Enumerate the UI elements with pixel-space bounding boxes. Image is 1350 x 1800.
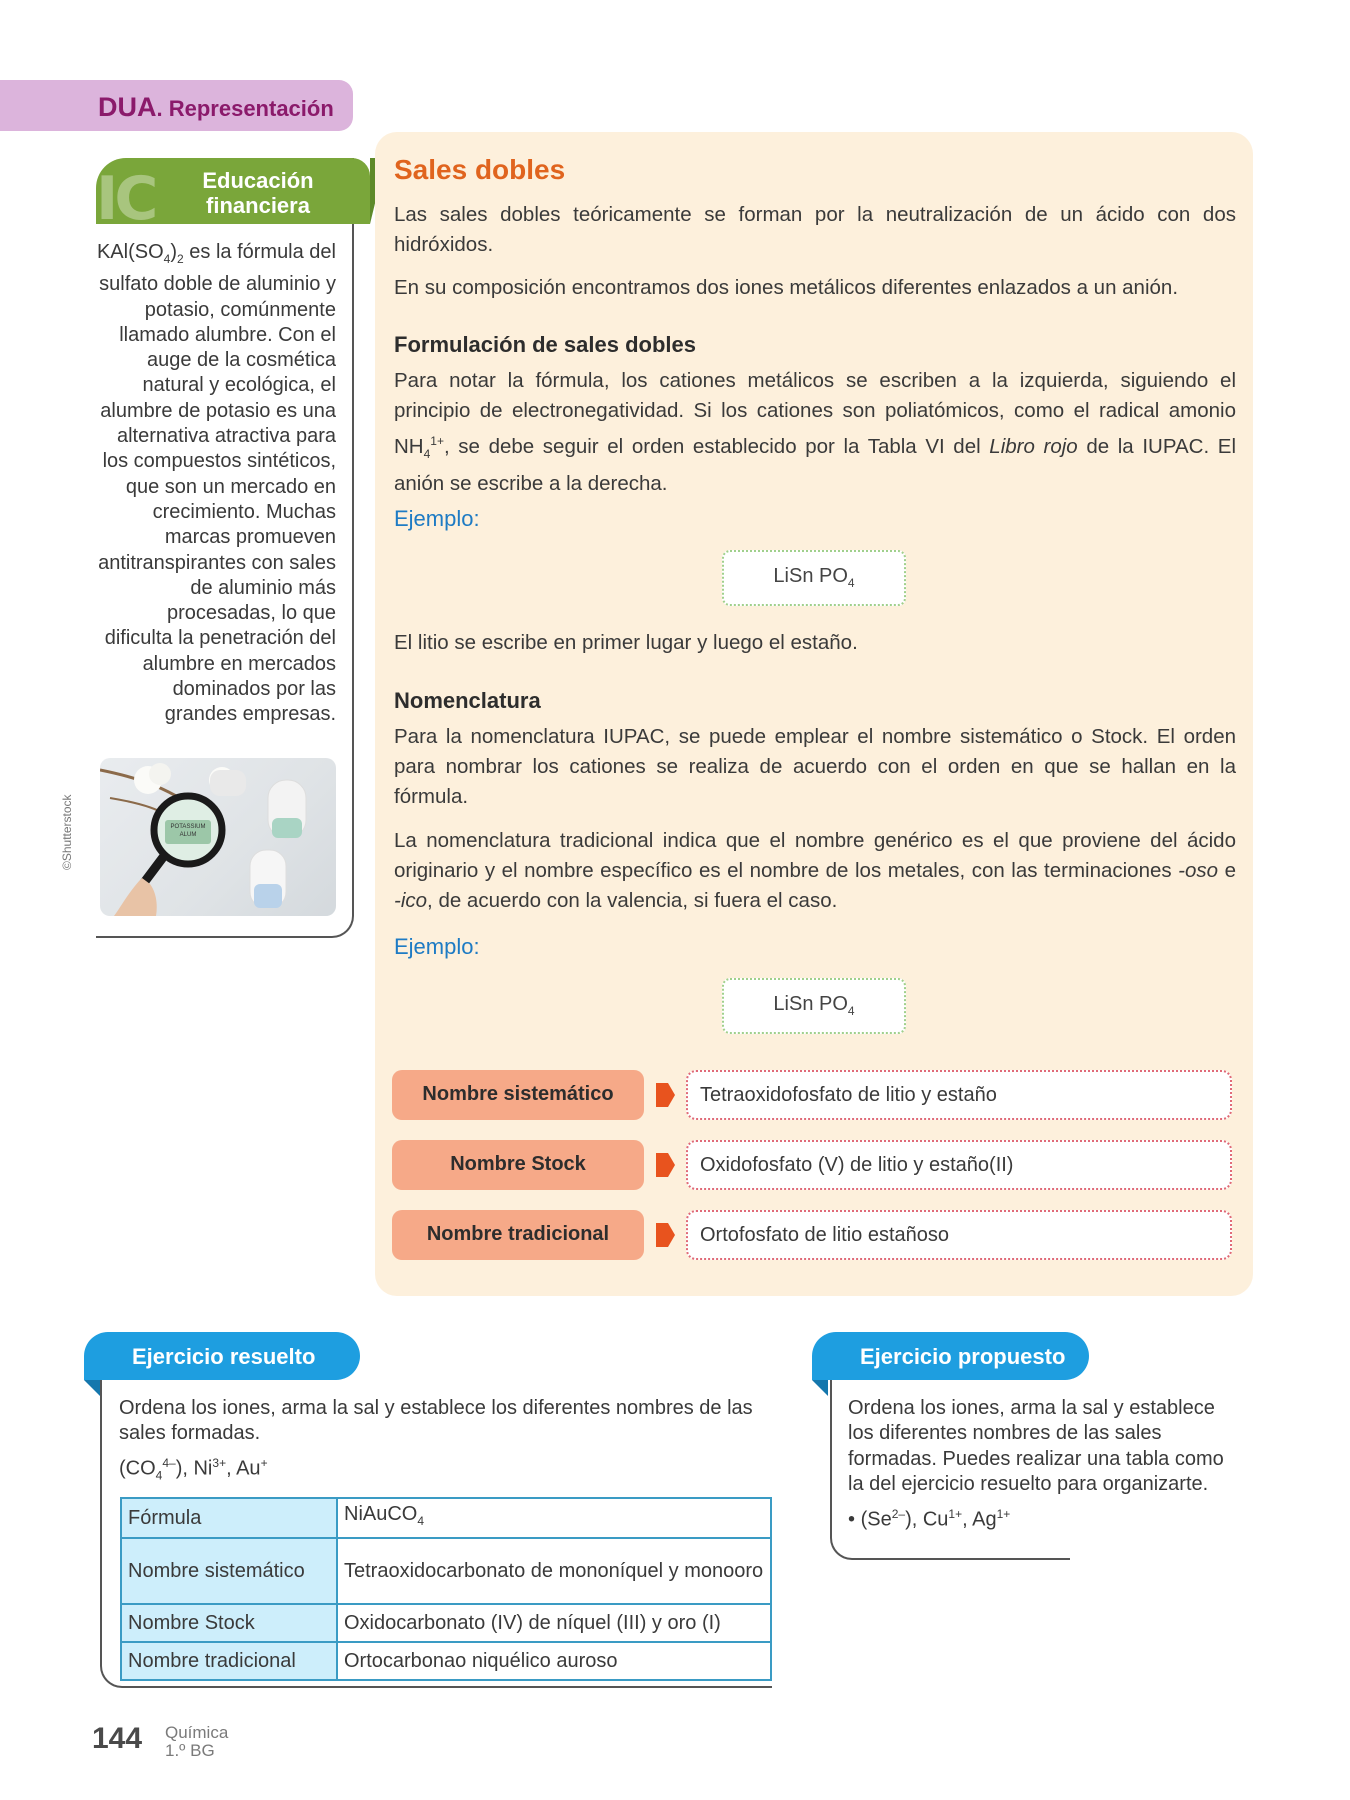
- photo-illustration: [100, 758, 336, 916]
- formula-sub-2: 4: [847, 1004, 855, 1018]
- dua-sublabel: . Representación: [156, 96, 334, 121]
- ico-italic: -ico: [394, 889, 428, 912]
- formulation-paragraph: [394, 366, 1236, 499]
- table-row: [121, 1642, 771, 1680]
- formula-sub2: 2: [177, 252, 184, 266]
- name-value-tradicional: Ortofosfato de litio estañoso: [686, 1210, 1232, 1260]
- formulation-text-c: de la IUPAC. El anión se escribe a la derecha.: [394, 434, 1237, 495]
- ions-sub: 4: [155, 1468, 163, 1483]
- card-body-text: [96, 240, 336, 728]
- nh4-sub: 4: [423, 446, 431, 461]
- ions-text-b: ), Ni: [175, 1457, 213, 1480]
- nomenclature-paragraph: Para la nomenclatura IUPAC, se puede emplear el nombre sistemático o Stock. El orden para nombrar los cationes se realiza de acuerdo con el orden en que se hallan en la fórmula.: [394, 725, 1236, 808]
- formula-paren: ): [170, 241, 178, 263]
- ions-sup2: 1+: [948, 1507, 963, 1521]
- oso-italic: -oso: [1178, 859, 1219, 882]
- example-label: Ejemplo:: [394, 506, 480, 531]
- ions-sup3: +: [260, 1456, 268, 1470]
- ions-text-a: (Se: [860, 1508, 892, 1531]
- name-label-tradicional: Nombre tradicional: [392, 1210, 644, 1260]
- ions-text-b: ), Cu: [905, 1508, 949, 1531]
- table-key: Nombre tradicional: [121, 1642, 337, 1680]
- formula-sub: 4: [163, 252, 171, 266]
- dua-label: DUA: [98, 92, 157, 122]
- resuelto-tab: Ejercicio resuelto: [84, 1332, 360, 1380]
- table-value: [337, 1498, 771, 1538]
- magnifier-photo: [100, 758, 336, 916]
- formulation-heading: Formulación de sales dobles: [394, 332, 696, 357]
- traditional-text-b: , de acuerdo con la valencia, si fuera el caso.: [427, 889, 838, 912]
- table-key: Nombre Stock: [121, 1604, 337, 1642]
- propuesto-ions: [848, 1502, 1243, 1533]
- dua-header: [0, 80, 353, 131]
- example-formula-box-2: [722, 978, 906, 1034]
- propuesto-tab-notch: [812, 1380, 828, 1396]
- example-formula-box: [722, 550, 906, 606]
- table-row: [121, 1538, 771, 1604]
- traditional-text-a: La nomenclatura tradicional indica que el nombre genérico es el que proviene del ácido originario y el nombre específico es el nombre de los metales, con las terminaciones: [394, 829, 1236, 882]
- bullet-icon: •: [848, 1508, 856, 1531]
- arrow-right-icon: [654, 1081, 676, 1109]
- ions-text-c: , Au: [226, 1457, 261, 1480]
- table-value: Ortocarbonao niquélico auroso: [337, 1642, 771, 1680]
- litio-paragraph: El litio se escribe en primer lugar y luego el estaño.: [394, 631, 858, 654]
- card-title-line2: financiera: [206, 193, 310, 218]
- ions-sup2: 3+: [212, 1456, 227, 1470]
- formula-value-sub: 4: [417, 1514, 425, 1528]
- photo-credit: ©Shutterstock: [60, 794, 74, 870]
- formula-text: KAl(SO: [96, 241, 164, 263]
- ions-text-a: (CO: [119, 1457, 156, 1480]
- name-row-tradicional: [392, 1210, 1252, 1260]
- intro-paragraph: Las sales dobles teóricamente se forman por la neutralización de un ácido con dos hidróxidos.: [394, 203, 1236, 256]
- resuelto-ions: [119, 1451, 769, 1489]
- education-finance-card: [96, 158, 354, 938]
- formulation-text-b: , se debe seguir el orden establecido por la Tabla VI del: [443, 434, 990, 458]
- example-label-2: Ejemplo:: [394, 934, 480, 959]
- resuelto-instruction: Ordena los iones, arma la sal y establece los diferentes nombres de las sales formadas.: [119, 1397, 753, 1445]
- table-value: Oxidocarbonato (IV) de níquel (III) y oro (I): [337, 1604, 771, 1642]
- card-title-line1: Educación: [202, 168, 314, 193]
- subject-name: Química: [165, 1723, 229, 1742]
- grade-name: 1.º BG: [165, 1741, 215, 1760]
- traditional-paragraph: [394, 826, 1236, 916]
- ions-sup1: 4–: [162, 1456, 176, 1470]
- photo-label-2: ALUM: [179, 832, 197, 838]
- name-value-stock: Oxidofosfato (V) de litio y estaño(II): [686, 1140, 1232, 1190]
- sales-dobles-panel: [375, 132, 1253, 1296]
- traditional-text-e: e: [1218, 859, 1236, 882]
- name-row-stock: [392, 1140, 1252, 1190]
- name-label-sistematico: Nombre sistemático: [392, 1070, 644, 1120]
- name-row-sistematico: [392, 1070, 1252, 1120]
- card-title: [158, 168, 358, 218]
- formulation-text-a: Para notar la fórmula, los cationes metálicos se escriben a la izquierda, siguiendo el principio de electronegatividad. Si los cationes son poliatómicos, como el radical amonio NH: [394, 369, 1236, 458]
- propuesto-tab: Ejercicio propuesto: [812, 1332, 1089, 1380]
- arrow-right-icon: [654, 1221, 676, 1249]
- nh4-sup: 1+: [430, 434, 444, 448]
- table-row: [121, 1604, 771, 1642]
- arrow-right-icon: [654, 1151, 676, 1179]
- propuesto-instruction: Ordena los iones, arma la sal y establece los diferentes nombres de las sales formadas. Puedes realizar una tabla como la del ejercicio resuelto para organizarte.: [848, 1397, 1224, 1495]
- resuelto-table: [120, 1497, 772, 1681]
- libro-rojo-italic: Libro rojo: [989, 434, 1078, 458]
- formula-main-2: LiSn PO: [773, 993, 848, 1015]
- name-label-stock: Nombre Stock: [392, 1140, 644, 1190]
- ic-icon: IC: [96, 164, 155, 234]
- name-value-sistematico: Tetraoxidofosfato de litio y estaño: [686, 1070, 1232, 1120]
- card-body: es la fórmula del sulfato doble de aluminio y potasio, comúnmente llamado alumbre. Con el auge de la cosmética natural y ecológica, el alumbre de potasio es una alternativa atractiva para los compuestos sintéticos, que son un mercado en crecimiento. Muchas marcas promueven antitranspirantes con sales de aluminio más procesadas, lo que dificulta la penetración del alumbre en mercados dominados por las grandes empresas.: [98, 241, 336, 726]
- resuelto-tab-notch: [84, 1380, 100, 1396]
- table-key: Fórmula: [121, 1498, 337, 1538]
- table-row: [121, 1498, 771, 1538]
- ions-text-c: , Ag: [962, 1508, 997, 1531]
- formula-sub: 4: [847, 576, 855, 590]
- ions-sup3: 1+: [996, 1507, 1011, 1521]
- photo-label-1: POTASSIUM: [170, 824, 206, 830]
- table-key: Nombre sistemático: [121, 1538, 337, 1604]
- formula-value: NiAuCO: [344, 1503, 418, 1525]
- page-number: 144: [92, 1722, 143, 1755]
- composition-paragraph: En su composición encontramos dos iones metálicos diferentes enlazados a un anión.: [394, 276, 1179, 299]
- nomenclature-heading: Nomenclatura: [394, 688, 541, 713]
- table-value: Tetraoxidocarbonato de mononíquel y monooro: [337, 1538, 771, 1604]
- ions-sup1: 2–: [891, 1507, 906, 1521]
- formula-main: LiSn PO: [773, 565, 848, 587]
- subject-label: [165, 1724, 228, 1760]
- section-title: Sales dobles: [394, 154, 566, 185]
